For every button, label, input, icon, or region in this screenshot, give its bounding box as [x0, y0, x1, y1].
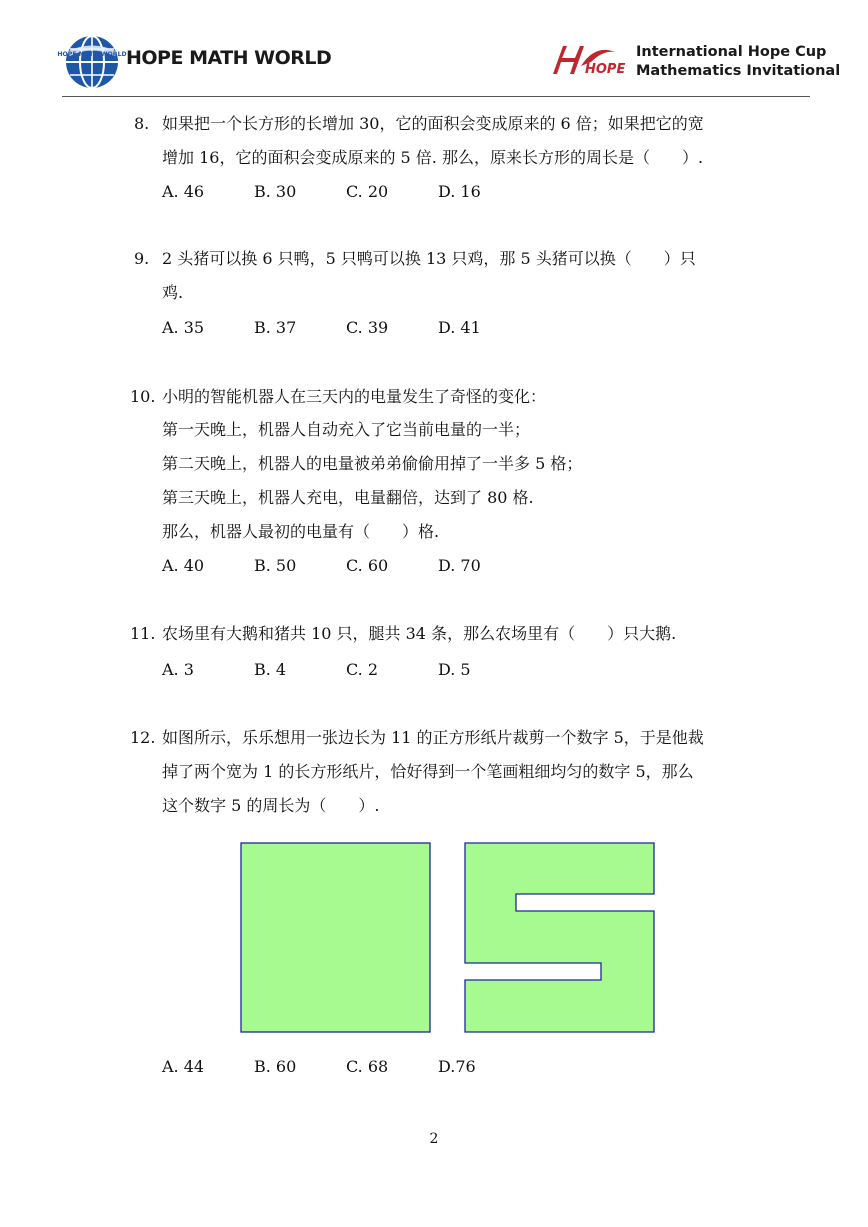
option-c: C. 60: [346, 556, 389, 575]
option-d: D. 16: [438, 182, 481, 201]
question-number: 11.: [130, 624, 156, 643]
option-b: B. 30: [254, 182, 297, 201]
logo-mark-text: HOPE: [585, 62, 626, 77]
option-a: A. 44: [162, 1057, 205, 1076]
page-number: 2: [429, 1131, 439, 1147]
question-text-line: 第二天晚上，机器人的电量被弟弟偷偷用掉了一半多 5 格；: [162, 454, 583, 473]
option-a: A. 3: [162, 660, 194, 679]
option-b: B. 50: [254, 556, 297, 575]
option-d: D. 41: [438, 318, 481, 337]
digit-five-shape: [465, 843, 654, 1032]
question-text-line: 如图所示，乐乐想用一张边长为 11 的正方形纸片裁剪一个数字 5，于是他裁: [162, 728, 704, 747]
competition-name: [636, 43, 840, 81]
option-c: C. 68: [346, 1057, 389, 1076]
option-a: A. 46: [162, 182, 205, 201]
option-b: B. 37: [254, 318, 297, 337]
question-text-line: 2 头猪可以换 6 只鸭，5 只鸭可以换 13 只鸡，那 5 头猪可以换（ ）只: [162, 249, 696, 268]
option-a: A. 35: [162, 318, 205, 337]
question-text-line: 如果把一个长方形的长增加 30，它的面积会变成原来的 6 倍；如果把它的宽: [162, 114, 704, 133]
question-number: 10.: [130, 387, 156, 406]
question-text-line: 农场里有大鹅和猪共 10 只，腿共 34 条，那么农场里有（ ）只大鹅.: [162, 624, 677, 643]
option-c: C. 2: [346, 660, 379, 679]
question-text-line: 鸡.: [162, 283, 184, 302]
question-text-line: 那么，机器人最初的电量有（ ）格.: [162, 522, 440, 541]
globe-logo-icon: [57, 32, 127, 92]
header-divider: [62, 96, 810, 97]
question-text-line: 小明的智能机器人在三天内的电量发生了奇怪的变化：: [162, 387, 547, 406]
question-number: 12.: [130, 728, 156, 747]
question-text-line: 这个数字 5 的周长为（ ）.: [162, 796, 380, 815]
question-number: 9.: [134, 249, 150, 268]
question-text-line: 增加 16，它的面积会变成原来的 5 倍. 那么，原来长方形的周长是（ ）.: [162, 148, 704, 167]
option-d: D. 5: [438, 660, 471, 679]
option-d: D. 70: [438, 556, 481, 575]
option-d: D.76: [438, 1057, 476, 1076]
page-header: [0, 0, 868, 100]
option-a: A. 40: [162, 556, 205, 575]
square-paper-shape: [241, 843, 430, 1032]
question-text-line: 第三天晚上，机器人充电，电量翻倍，达到了 80 格.: [162, 488, 534, 507]
question-number: 8.: [134, 114, 150, 133]
left-logo-text: HOPE MATH WORLD: [126, 47, 332, 69]
question-text-line: 第一天晚上，机器人自动充入了它当前电量的一半；: [162, 420, 531, 439]
question-text-line: 掉了两个宽为 1 的长方形纸片，恰好得到一个笔画粗细均匀的数字 5，那么: [162, 762, 694, 781]
competition-name-line1: International Hope Cup: [636, 44, 827, 60]
logo-ring-text: HOPE MATH WORLD: [57, 51, 127, 58]
option-b: B. 4: [254, 660, 287, 679]
square-and-digit-five-figure: [240, 842, 656, 1034]
competition-name-line2: Mathematics Invitational: [636, 63, 841, 79]
option-b: B. 60: [254, 1057, 297, 1076]
option-c: C. 39: [346, 318, 389, 337]
hope-cup-logo-icon: [545, 40, 631, 80]
option-c: C. 20: [346, 182, 389, 201]
